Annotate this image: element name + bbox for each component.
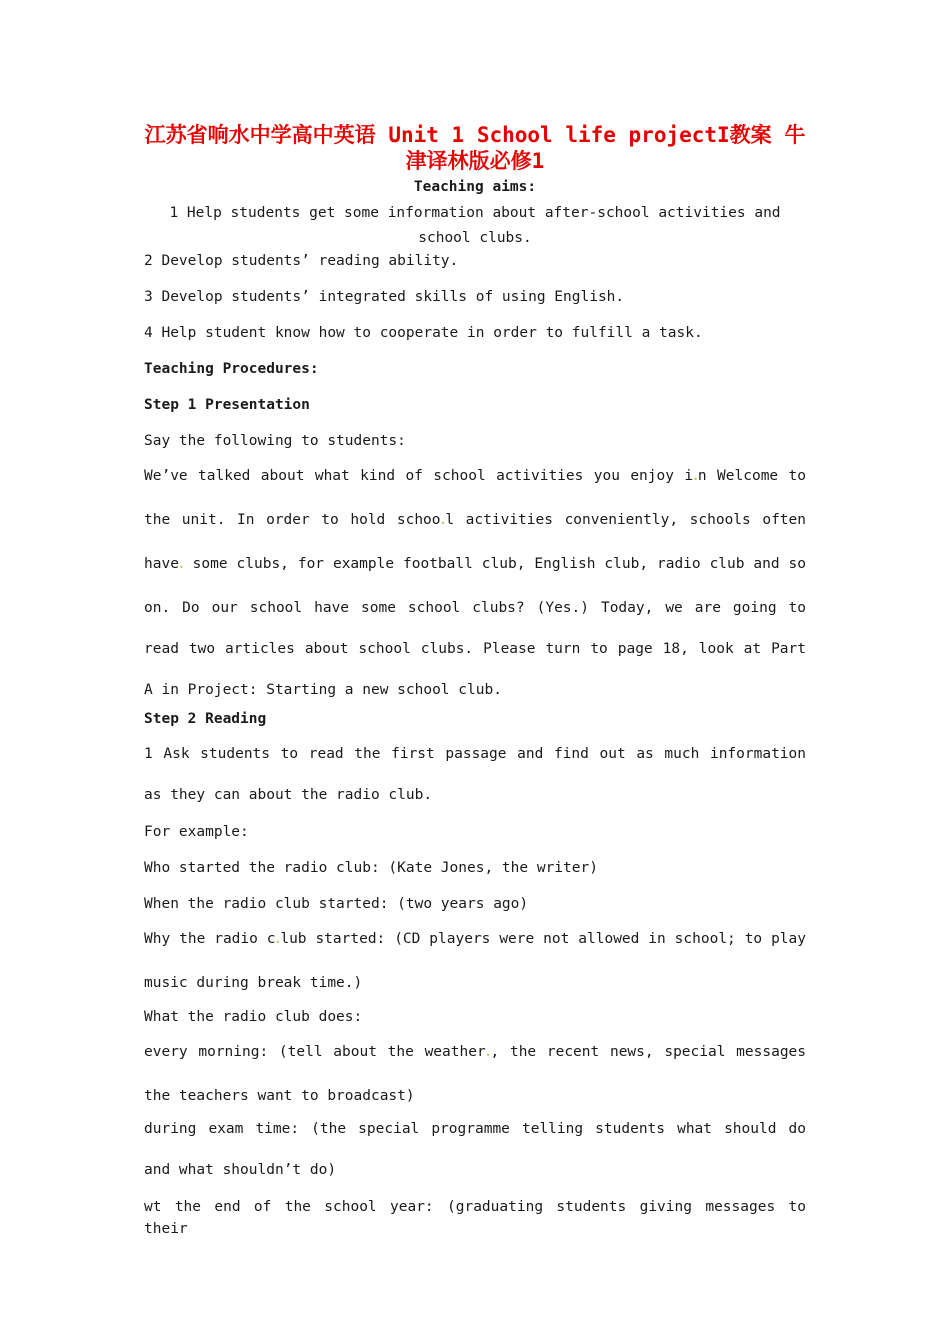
what-club-does: What the radio club does: bbox=[144, 1009, 363, 1025]
title-line-1: 江苏省响水中学高中英语 Unit 1 School life projectI教案 牛 bbox=[144, 123, 806, 147]
step-1-text-a: We’ve talked about what kind of school activities you enjoy i bbox=[144, 468, 694, 484]
procedures-heading: Teaching Procedures: bbox=[144, 361, 319, 377]
step-1-text-d: some clubs, for example football club, English club, radio club and so on. Do our school have some school clubs? (Yes.) Today, we are going to read two articles about school clubs. Please turn to page 18, look at Part A in Project: Starting a new school club. bbox=[144, 556, 806, 698]
title-line-2: 津译林版必修1 bbox=[405, 149, 545, 173]
every-morning bbox=[144, 1032, 806, 1117]
example-label: For example: bbox=[144, 824, 249, 840]
aim-4: 4 Help student know how to cooperate in order to fulfill a task. bbox=[144, 325, 703, 341]
step-1-text-c: l activities conveniently, schools often have bbox=[144, 512, 806, 572]
why-started bbox=[144, 919, 806, 1004]
during-exam-time: during exam time: (the special programme telling students what should do and what shouldn’t do) bbox=[144, 1121, 806, 1178]
step-2-heading: Step 2 Reading bbox=[144, 711, 267, 727]
teaching-aims-heading: Teaching aims: bbox=[413, 179, 537, 195]
step-1-intro: Say the following to students: bbox=[144, 433, 406, 449]
step-2-task-1: 1 Ask students to read the first passage and find out as much information as they can about the radio club. bbox=[144, 746, 806, 803]
why-text-b: lub started: (CD players were not allowed in school; to play music during break time.) bbox=[144, 931, 806, 991]
document-title bbox=[140, 122, 810, 174]
stray-dot-icon: • bbox=[440, 519, 446, 528]
morning-text-a: every morning: (tell about the weather bbox=[144, 1044, 486, 1060]
aim-2: 2 Develop students’ reading ability. bbox=[144, 253, 459, 269]
who-started: Who started the radio club: (Kate Jones, the writer) bbox=[144, 860, 598, 876]
when-started: When the radio club started: (two years ago) bbox=[144, 896, 529, 912]
morning-text-b: , the recent news, special messages the teachers want to broadcast) bbox=[144, 1044, 807, 1104]
stray-dot-icon: • bbox=[275, 938, 281, 947]
stray-dot-icon: • bbox=[178, 563, 184, 572]
stray-dot-icon: • bbox=[485, 1051, 491, 1060]
step-1-paragraph bbox=[144, 456, 806, 711]
aim-3: 3 Develop students’ integrated skills of using English. bbox=[144, 289, 625, 305]
end-of-school-year: wt the end of the school year: (graduating students giving messages to their bbox=[144, 1199, 806, 1237]
step-1-heading: Step 1 Presentation bbox=[144, 397, 310, 413]
why-text-a: Why the radio c bbox=[144, 931, 276, 947]
step-1-text-b: n Welcome to the unit. In order to hold schoo bbox=[144, 468, 806, 528]
stray-dot-icon: • bbox=[693, 475, 698, 484]
aim-1: 1 Help students get some information about after-school activities and school clubs. bbox=[169, 205, 781, 246]
